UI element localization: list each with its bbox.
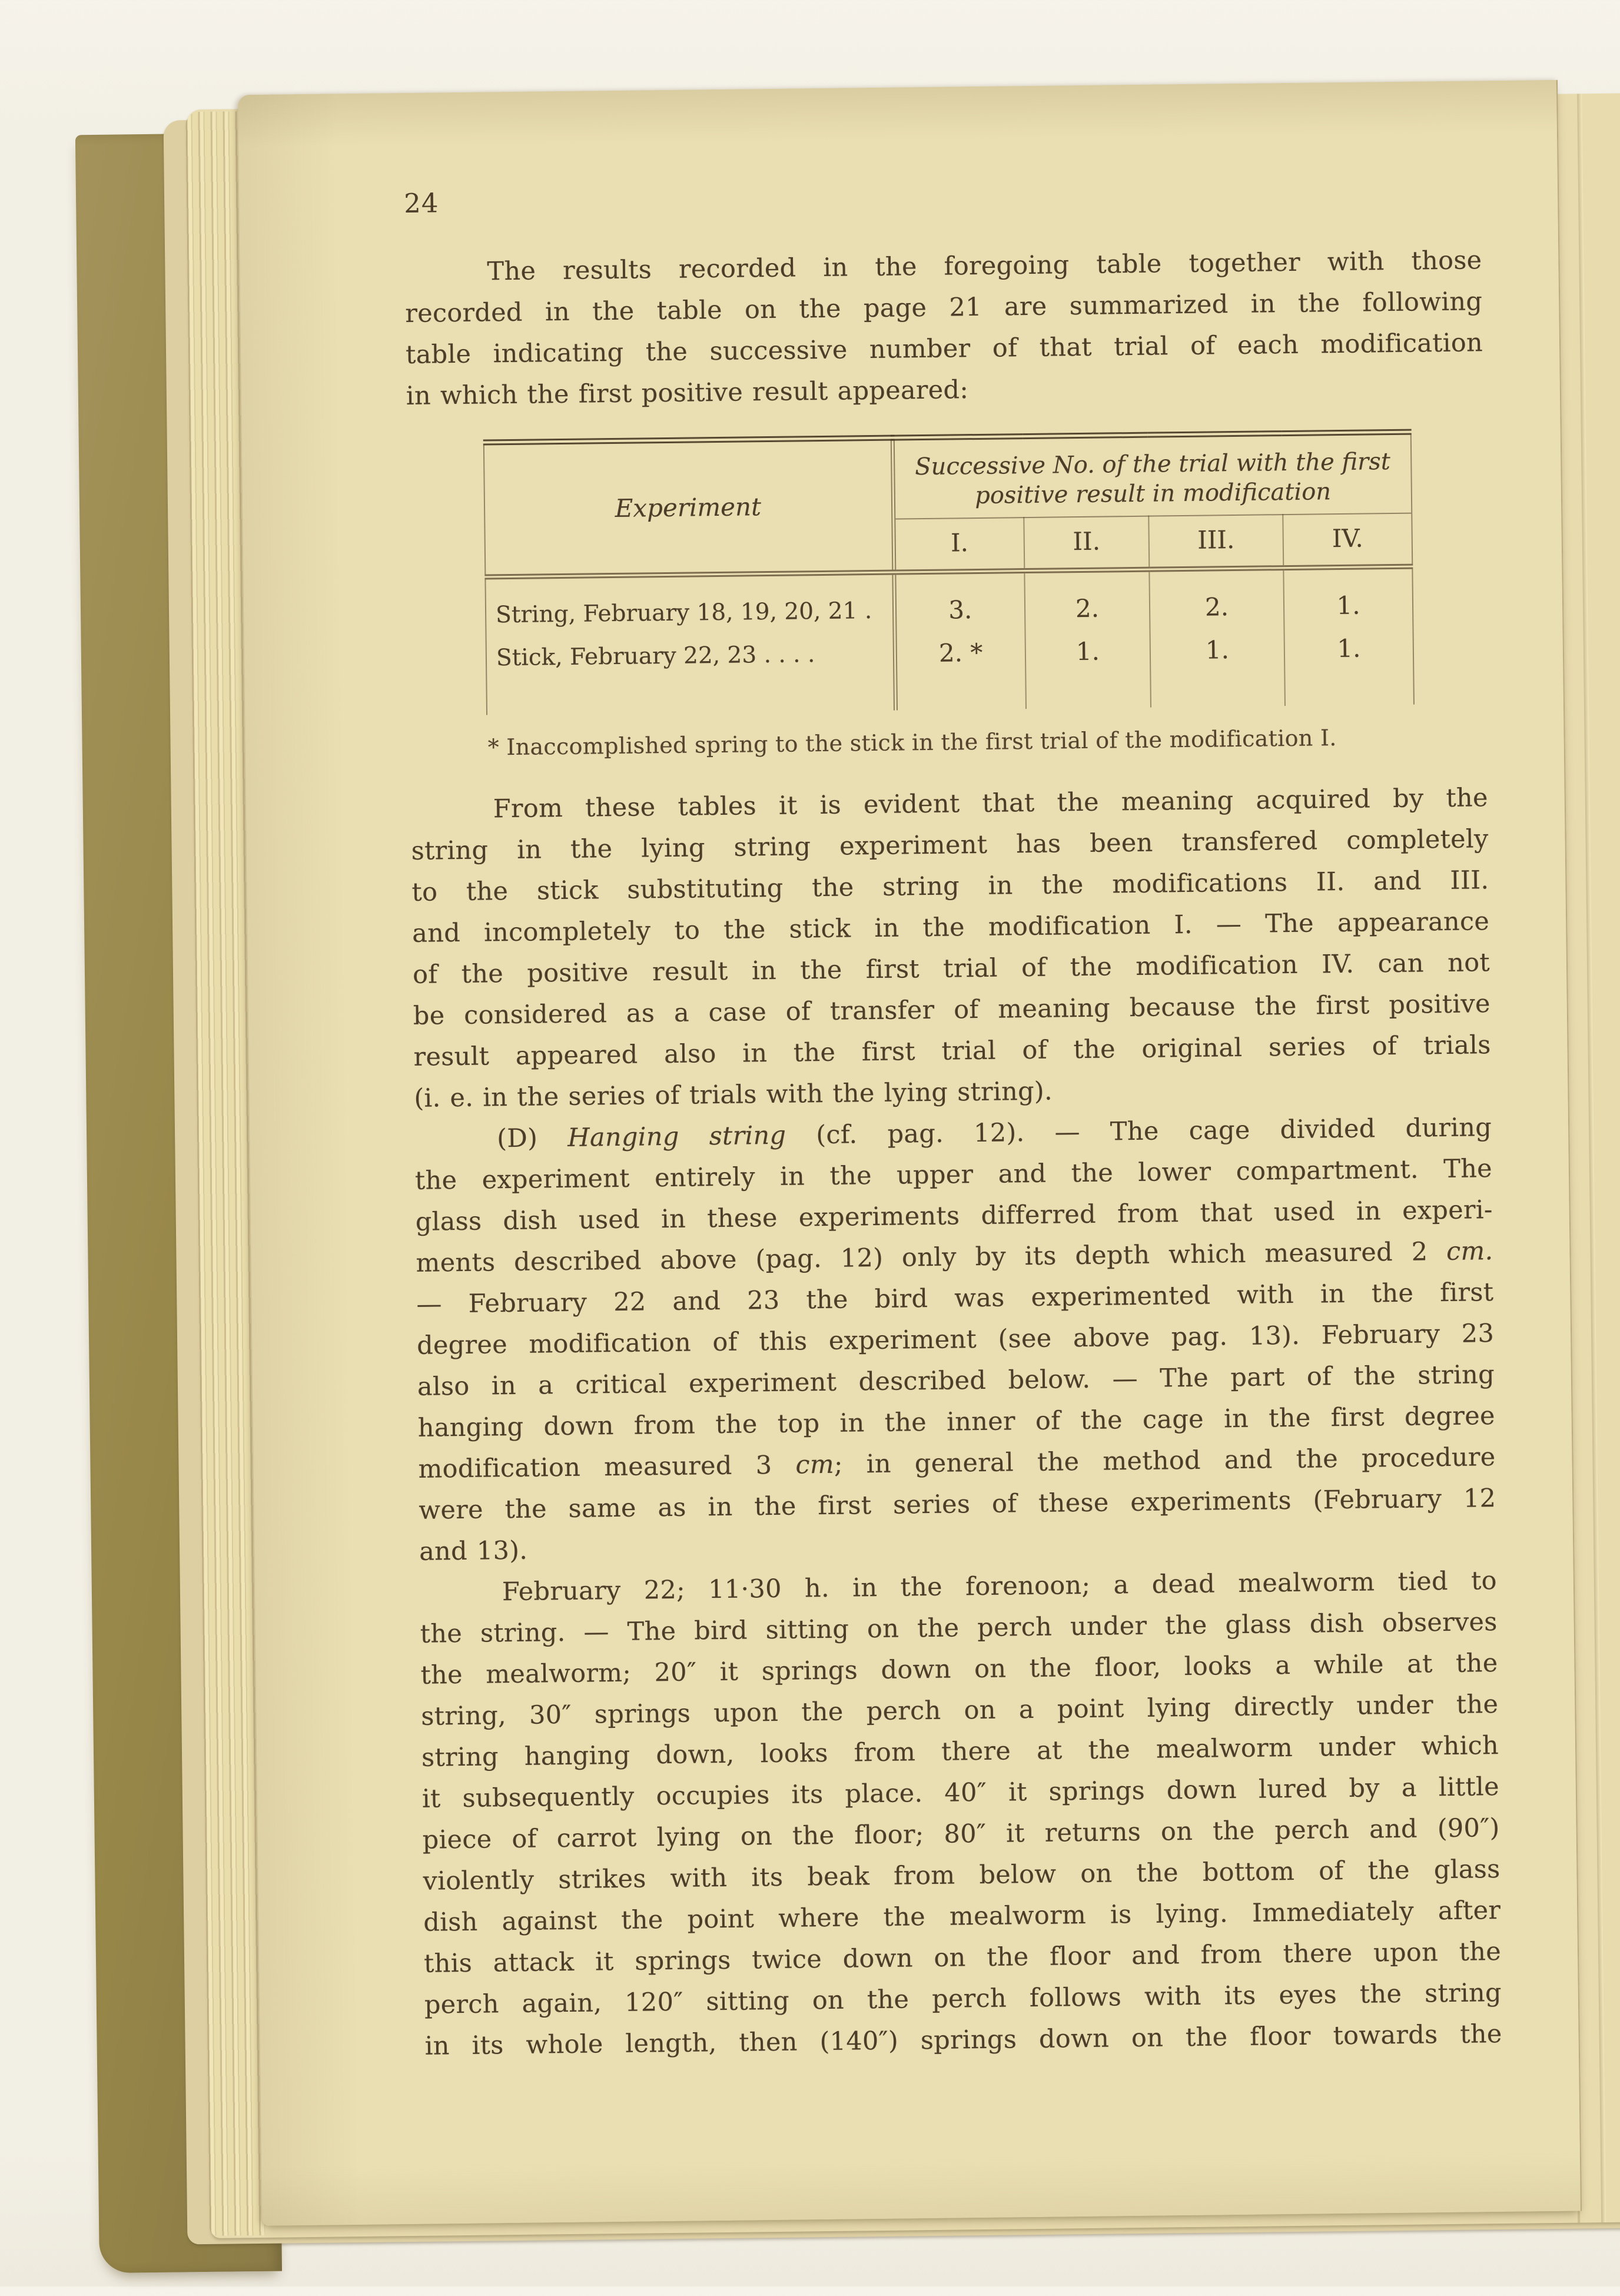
cell-stick-II: 1. [1025,631,1151,709]
text-segment: degree modification of this experiment (see above pag. 13). February 23 [416,1319,1495,1361]
text-segment: string, 30″ springs upon the perch on a point lying directly under the [421,1690,1499,1731]
cell-string-III: 2. [1149,568,1284,631]
row-label-stick: Stick, February 22, 23 . . . . [496,641,815,672]
text-segment: string in the lying string experiment has been transfered completely [411,824,1489,866]
text-segment: (cf. pag. 12). — The cage divided during [786,1113,1492,1150]
page-number: 24 [403,187,439,219]
cell-string-II: 2. [1024,569,1150,632]
text-segment: string hanging down, looks from there at the mealworm under which [421,1731,1499,1773]
column-header-IV: IV. [1283,513,1412,568]
cell-stick-I: 2. * [895,632,1026,711]
text-segment: result appeared also in the first trial of the original series of trials [413,1030,1491,1072]
text-segment: February 22; 11·30 h. in the forenoon; a dead mealworm tied to [502,1566,1498,1607]
table-row [485,566,1413,638]
text-segment: in which the first positive result appeared: [406,375,969,411]
results-table-grid [483,429,1415,715]
column-header-experiment: Experiment [484,438,894,577]
column-header-II: II. [1024,516,1149,571]
cell-stick-IV: 1. [1284,628,1414,706]
text-segment: it subsequently occupies its place. 40″ it springs down lured by a little [421,1772,1500,1814]
footnote-text: Inaccomplished spring to the stick in the first trial of the modification I. [506,725,1337,761]
text-segment: (D) [496,1123,568,1154]
row-label-string: String, February 18, 19, 20, 21 . [495,598,872,629]
column-header-III: III. [1148,515,1283,569]
book-page [238,80,1582,2226]
text-segment: be considered as a case of transfer of meaning because the first positive [413,989,1491,1031]
text-segment: glass dish used in these experiments differred from that used in experi- [415,1195,1493,1237]
page-content [404,175,1502,2067]
text-segment: the experiment entirely in the upper and the lower compartment. The [414,1154,1493,1196]
text-segment: The results recorded in the foregoing table together with those [487,245,1482,287]
text-segment: piece of carrot lying on the floor; 80″ it returns on the perch and (90″) [422,1813,1500,1855]
successive-header-line2: positive result in modification [974,478,1332,510]
text-segment: this attack it springs twice down on the floor and from there upon the [423,1937,1502,1979]
results-table [483,428,1487,715]
footnote-marker: * [487,734,500,761]
text-segment: table indicating the successive number of that trial of each modification [405,328,1483,370]
text-segment: also in a critical experiment described below. — The part of the string [417,1360,1495,1402]
text-segment: ; in general the method and the procedure [834,1442,1496,1479]
table-header-row [484,432,1412,524]
paragraph-february-22 [420,1560,1502,2067]
text-segment: dish against the point where the mealworm is lying. Immediately after [423,1896,1501,1937]
table-footnote [487,721,1487,762]
column-header-I: I. [893,517,1024,572]
text-segment: perch again, 120″ sitting on the perch follows with its eyes the string [424,1978,1502,2020]
successive-header-line1: Successive No. of the trial with the first [914,448,1391,481]
italic-text: cm. [1446,1236,1493,1267]
text-segment: ments described above (pag. 12) only by its depth which measured 2 [416,1237,1447,1278]
paragraph-intro [404,240,1483,417]
table-row [486,628,1414,715]
text-segment: of the positive result in the first trial of the modification IV. can not [412,948,1490,990]
text-segment: to the stick substituting the string in the modifications II. and III. [411,865,1489,907]
text-segment: were the same as in the first series of these experiments (February 12 [419,1484,1496,1525]
text-segment: in its whole length, then (140″) springs down on the floor towards the [424,2019,1502,2061]
underpage-edge-highlight [1577,94,1606,2222]
italic-text: cm [795,1449,835,1480]
text-segment: (i. e. in the series of trials with the lying string). [414,1076,1053,1113]
cell-stick-III: 1. [1150,629,1284,708]
text-segment: modification measured 3 [418,1450,796,1484]
text-segment: and 13). [419,1535,528,1567]
text-segment: hanging down from the top in the inner of the cage in the first degree [417,1401,1495,1443]
italic-text: Hanging string [567,1120,786,1153]
paragraph-hanging-string [414,1107,1497,1572]
cell-string-IV: 1. [1283,566,1413,629]
text-segment: the mealworm; 20″ it springs down on the floor, looks a while at the [420,1648,1498,1690]
text-segment: the string. — The bird sitting on the perch under the glass dish observes [420,1607,1498,1649]
text-segment: — February 22 and 23 the bird was experimented with in the first [416,1278,1494,1319]
text-segment: and incompletely to the stick in the modification I. — The appearance [411,907,1490,948]
text-segment: recorded in the table on the page 21 are summarized in the following [405,287,1483,329]
column-header-successive [892,432,1412,519]
text-segment: violently strikes with its beak from below on the bottom of the glass [423,1854,1501,1896]
text-segment: From these tables it is evident that the meaning acquired by the [493,783,1489,824]
paragraph-conclusion [410,777,1491,1119]
cell-string-I: 3. [894,571,1025,633]
